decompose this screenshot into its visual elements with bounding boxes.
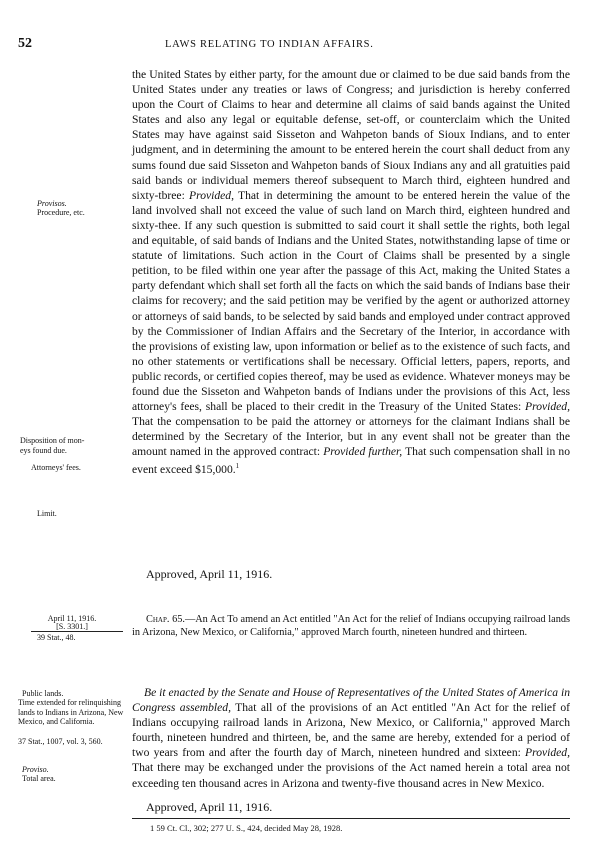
proviso-word-2: Provided, [525,400,570,414]
margin-note-date: April 11, 1916. [47,614,97,623]
margin-note-stat-ref: 37 Stat., 1007, vol. 3, 560. [18,737,103,746]
margin-note-attorneys-fees: Attorneys' fees. [31,463,81,472]
approved-date-2: Approved, April 11, 1916. [146,800,273,814]
chapter-body-text-a: That all of the provisions of an Act entitled "An Act for the relief of Indians occupying railroad lands in Arizona, New Mexico, or California," approved March fourth, nineteen hundred and thirteen, be, and the same are hereby, extended for a period of two years from and after the fourth day of March, nineteen hundred and sixteen: [132,701,570,760]
chapter-body [132,685,570,791]
margin-rule [31,631,123,632]
footnote: 1 59 Ct. Cl., 302; 277 U. S., 424, decided May 28, 1928. [150,823,343,833]
proviso-text-2: That the compensation to be paid the attorney or attorneys for the claimant Indians shall be determined by the Secretary of the Interior, but in any event shall not be greater than the amount named in the approved contract: [132,415,570,459]
chapter-body-text-b: That there may be exchanged under the provisions of the Act named herein a total area not exceeding ten thousand acres in Arizona and twenty-five thousand acres in New Mexico. [132,761,570,790]
margin-note-total-area: Total area. [22,774,56,783]
margin-note-proviso: Proviso. [22,765,49,774]
proviso-word-4: Provided, [525,746,570,760]
margin-note-bill: [S. 3301.] [56,622,88,631]
margin-note-provisos: Provisos. [37,199,67,208]
main-text-block [132,67,570,477]
proviso-text-3: That such compensation shall in no event exceed $15,000. [132,445,570,477]
proviso-word-1: Provided, [189,188,234,202]
footnote-marker: 1 [235,462,240,471]
running-head: LAWS RELATING TO INDIAN AFFAIRS. [165,39,374,50]
chapter-heading-text: 65.—An Act To amend an Act entitled "An Act for the relief of Indians occupying railroad lands in Arizona, New Mexico, or California," approved March fourth, nineteen hundred and thirteen. [132,614,570,638]
margin-note-public-lands: Public lands. [22,689,64,698]
main-paragraph: the United States by either party, for the amount due or claimed to be due said bands from the United States under any treaties or laws of Congress; and jurisdiction is hereby conferred upon the Court of Claims to hear and determine all claims of said bands against the United States and also any legal or equitable defense, set-off, or counterclaim which the United States may have against said Sisseton and Wahpeton bands of Sioux Indians, and to enter judgment, and in determining the amount to be entered herein the court shall deduct from any sums found due said Sisseton and Wahpeton bands of Sioux Indians any and all gratuities paid said bands or individual memers thereof subsequent to March third, eighteen hundred and sixty-tbree: [132,68,570,202]
margin-note-procedure: Procedure, etc. [37,208,85,217]
enacting-clause: Be it enacted by the Senate and House of Representatives of the United States of America in Congress assembled, [132,686,570,715]
margin-note-time-extended: Time extended for relinquishing lands to Indians in Arizona, New Mexico, and California. [18,698,124,726]
approved-date-1: Approved, April 11, 1916. [146,567,273,581]
proviso-text-1: That in determining the amount to be entered herein the value of the land involved shall not exceed the value of such land on March third, eighteen hundred and sixty-thee. If any such question is submitted to said court it shall settle the rights, both legal and equitable, of said bands of Indians and the United States, notwithstanding lapse of time or statute of limitations. Such action in the Court of Claims shall be presented by a single petition, to be filed within one year after the passage of this Act, making the United States a party defendant which shall set forth all the facts on which the said bands of Indians base their claims for recovery; and the said petition may be verified by the agent or authorized attorney or attorneys of said bands, to be selected by said bands and employed under contract approved by the Commissioner of Indian Affairs and the Secretary of the Interior, in accordance with the provisions of existing law, upon information or belief as to the existence of such facts, and no other statements or vertifications shall be necessary. Official letters, papers, reports, and public records, or certified copies thereof, may be used as evidence. Whatever moneys may be found due the Sisseton and Wahpeton bands of Indians under the provisions of this Act, less attorney's fees, shall be placed to their credit in the Treasury of the United States: [132,188,570,414]
chapter-label: Chap. [146,614,170,625]
margin-note-stat: 39 Stat., 48. [37,633,76,642]
chapter-heading [132,613,570,639]
page-number: 52 [18,36,32,51]
footnote-rule [132,818,570,819]
margin-note-limit: Limit. [37,509,57,518]
margin-note-disposition: Disposition of mon- eys found due. [20,436,85,455]
proviso-word-3: Provided further, [323,445,403,459]
